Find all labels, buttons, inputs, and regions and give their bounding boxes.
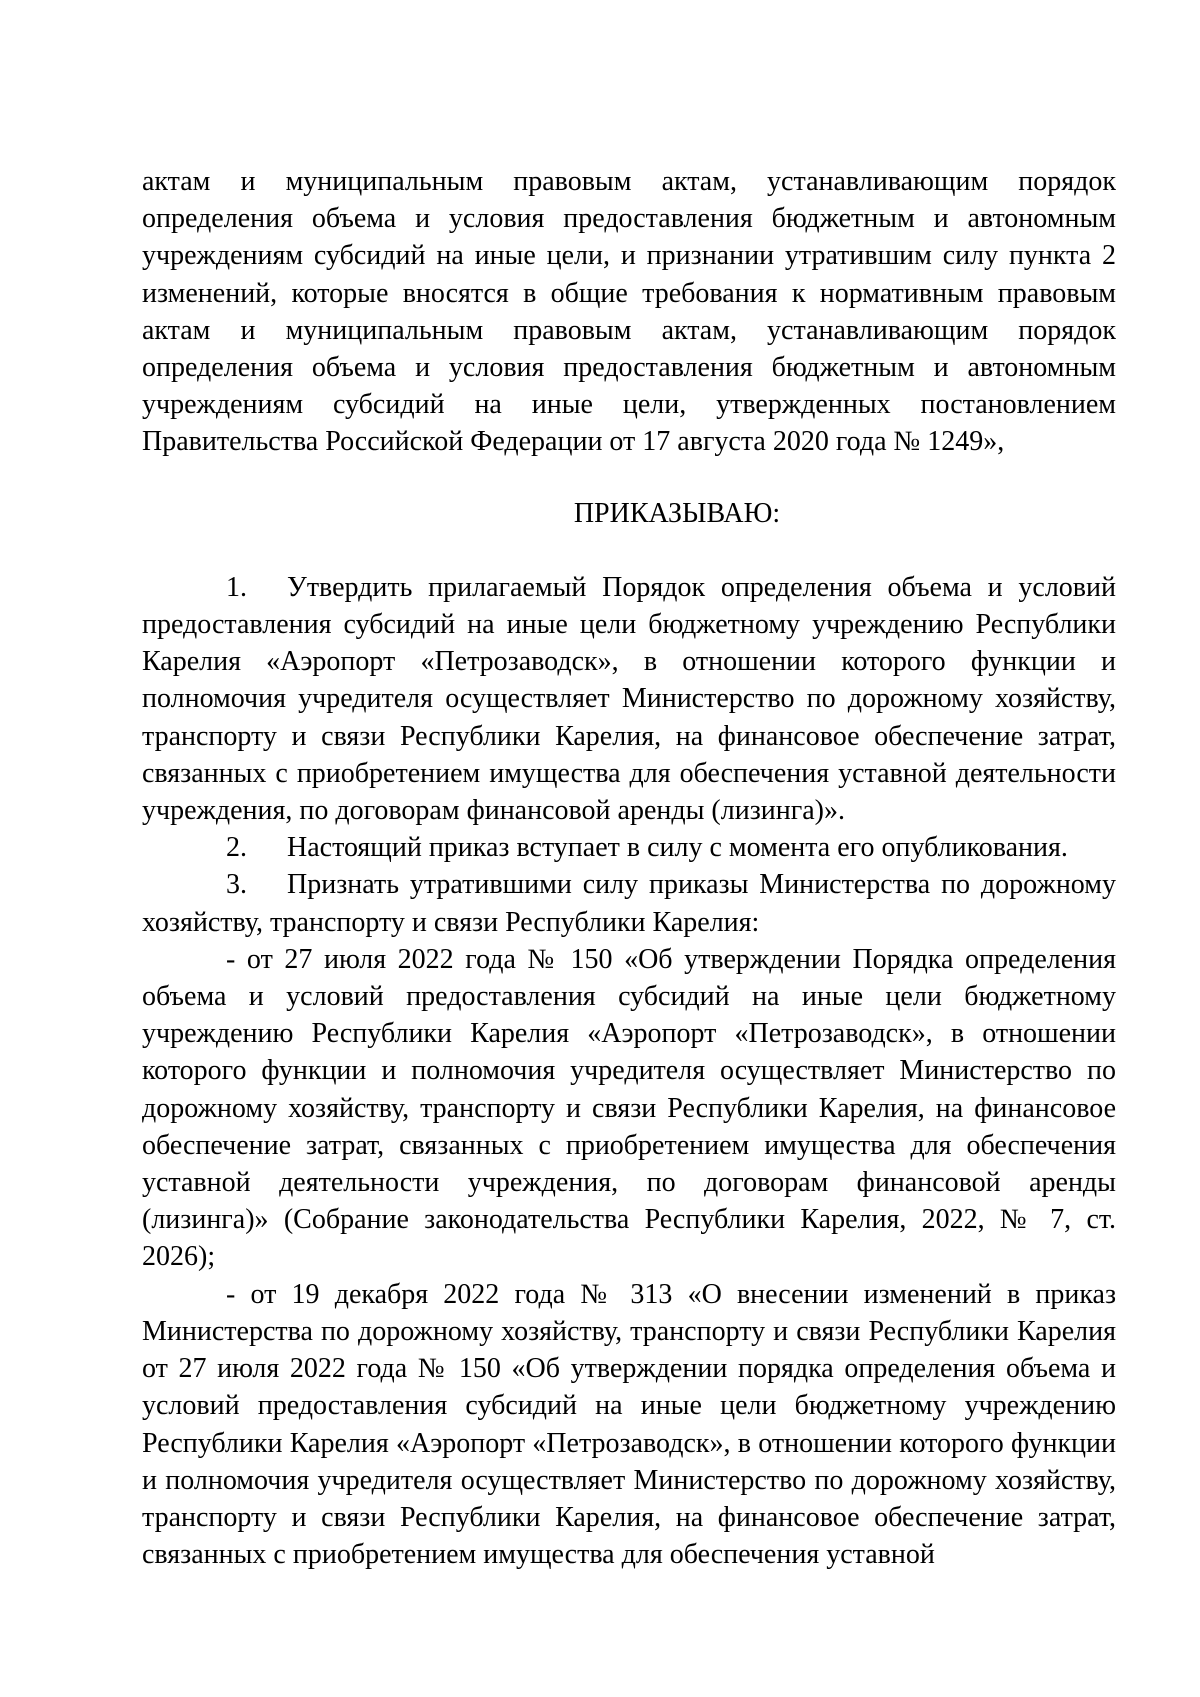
order-heading: ПРИКАЗЫВАЮ: <box>573 497 781 529</box>
item-3-number: 3. <box>226 869 247 901</box>
spacer <box>142 532 1116 569</box>
document-body <box>142 163 1116 1573</box>
item-2-number: 2. <box>226 832 247 864</box>
item-2-text: Настоящий приказ вступает в силу с момента его опубликования. <box>287 832 1068 864</box>
subitem-2: - от 19 декабря 2022 года № 313 «О внесении изменений в приказ Министерства по дорожному хозяйству, транспорту и связи Республики Карелия от 27 июля 2022 года № 150 «Об утверждении порядка определения объема и условий предоставления субсидий на иные цели бюджетному учреждению Республики Карелия «Аэропорт «Петрозаводск», в отношении которого функции и полномочия учредителя осуществляет Министерство по дорожному хозяйству, транспорту и связи Республики Карелия, на финансовое обеспечение затрат, связанных с приобретением имущества для обеспечения уставной <box>142 1278 1116 1571</box>
intro-paragraph: актам и муниципальным правовым актам, устанавливающим порядок определения объема и условия предоставления бюджетным и автономным учреждениям субсидий на иные цели, и признании утратившим силу пункта 2 изменений, которые вносятся в общие требования к нормативным правовым актам и муниципальным правовым актам, устанавливающим порядок определения объема и условия предоставления бюджетным и автономным учреждениям субсидий на иные цели, утвержденных постановлением Правительства Российской Федерации от 17 августа 2020 года № 1249», <box>142 166 1116 458</box>
item-3 <box>142 866 1116 940</box>
item-1 <box>142 569 1116 829</box>
spacer <box>142 461 1116 495</box>
item-1-number: 1. <box>226 571 247 603</box>
item-3-text: Признать утратившими силу приказы Министерства по дорожному хозяйству, транспорту и связи Республики Карелия: <box>142 869 1116 938</box>
subitem-1: - от 27 июля 2022 года № 150 «Об утверждении Порядка определения объема и условий предоставления субсидий на иные цели бюджетному учреждению Республики Карелия «Аэропорт «Петрозаводск», в отношении которого функции и полномочия учредителя осуществляет Министерство по дорожному хозяйству, транспорту и связи Республики Карелия, на финансовое обеспечение затрат, связанных с приобретением имущества для обеспечения уставной деятельности учреждения, по договорам финансовой аренды (лизинга)» (Собрание законодательства Республики Карелия, 2022, № 7, ст. 2026); <box>142 943 1116 1273</box>
item-2 <box>142 829 1116 866</box>
item-1-text: Утвердить прилагаемый Порядок определения объема и условий предоставления субсидий на иные цели бюджетному учреждению Республики Карелия «Аэропорт «Петрозаводск», в отношении которого функции и полномочия учредителя осуществляет Министерство по дорожному хозяйству, транспорту и связи Республики Карелия, на финансовое обеспечение затрат, связанных с приобретением имущества для обеспечения уставной деятельности учреждения, по договорам финансовой аренды (лизинга)». <box>142 571 1116 827</box>
